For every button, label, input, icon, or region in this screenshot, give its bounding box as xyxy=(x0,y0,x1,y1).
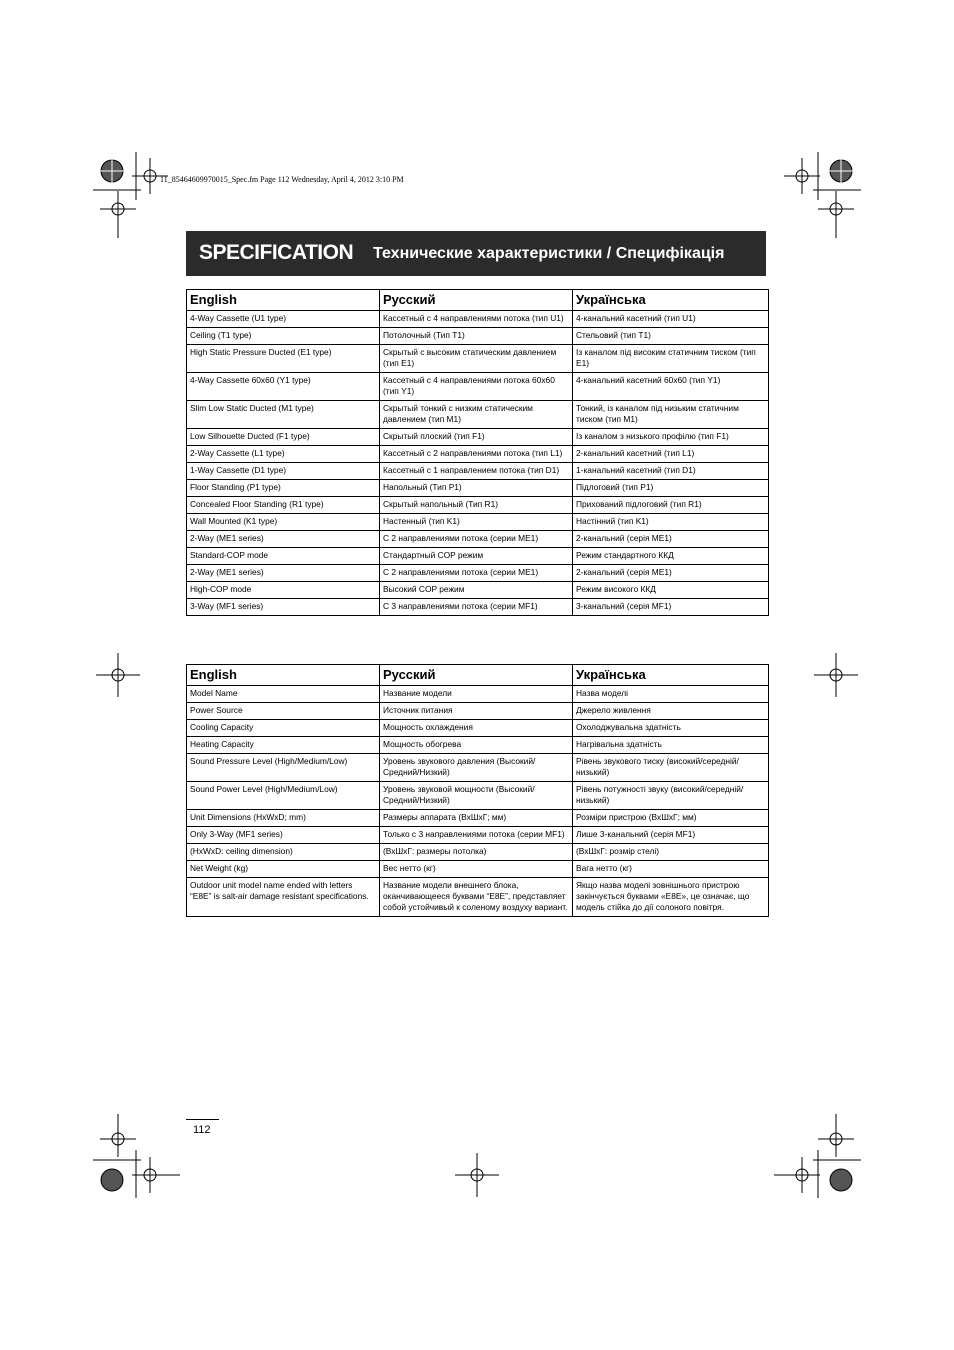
cell-english: 3-Way (MF1 series) xyxy=(187,599,380,616)
table-header-row xyxy=(187,290,769,311)
table-row xyxy=(187,878,769,917)
cell-ukrainian: 3-канальний (серія MF1) xyxy=(573,599,769,616)
cell-english: Floor Standing (P1 type) xyxy=(187,480,380,497)
cell-english: Low Silhouette Ducted (F1 type) xyxy=(187,429,380,446)
column-header-russian: Русский xyxy=(380,290,573,311)
page-number-rule xyxy=(186,1119,219,1120)
column-header-english: English xyxy=(187,665,380,686)
table-row xyxy=(187,754,769,782)
table-row xyxy=(187,328,769,345)
cell-ukrainian: Настінний (тип K1) xyxy=(573,514,769,531)
cell-english: Heating Capacity xyxy=(187,737,380,754)
cell-ukrainian: 2-канальний (серія ME1) xyxy=(573,531,769,548)
table-row xyxy=(187,345,769,373)
cell-russian: Скрытый плоский (тип F1) xyxy=(380,429,573,446)
cell-russian: Потолочный (Тип T1) xyxy=(380,328,573,345)
table-row xyxy=(187,463,769,480)
cell-russian: Размеры аппарата (ВхШхГ; мм) xyxy=(380,810,573,827)
cell-ukrainian: 4-канальний касетний (тип U1) xyxy=(573,311,769,328)
cell-english: Unit Dimensions (HxWxD; mm) xyxy=(187,810,380,827)
cell-english: Cooling Capacity xyxy=(187,720,380,737)
cell-ukrainian: Лише 3-канальний (серія MF1) xyxy=(573,827,769,844)
cell-ukrainian: Із каналом з низького профілю (тип F1) xyxy=(573,429,769,446)
table-row xyxy=(187,446,769,463)
cell-english: Slim Low Static Ducted (M1 type) xyxy=(187,401,380,429)
cell-russian: Вес нетто (кг) xyxy=(380,861,573,878)
table-row xyxy=(187,599,769,616)
cell-russian: Уровень звуковой мощности (Высокий/ Средний/Низкий) xyxy=(380,782,573,810)
cell-ukrainian: Джерело живлення xyxy=(573,703,769,720)
table-header-row xyxy=(187,665,769,686)
page-title: SPECIFICATION xyxy=(199,241,354,264)
cell-english: High Static Pressure Ducted (E1 type) xyxy=(187,345,380,373)
table-row xyxy=(187,844,769,861)
cell-english: Sound Pressure Level (High/Medium/Low) xyxy=(187,754,380,782)
cell-ukrainian: Режим стандартного ККД xyxy=(573,548,769,565)
cell-english: 2-Way (ME1 series) xyxy=(187,565,380,582)
cell-russian: Мощность охлаждения xyxy=(380,720,573,737)
cell-english: 4-Way Cassette 60x60 (Y1 type) xyxy=(187,373,380,401)
cell-ukrainian: Тонкий, із каналом під низьким статичним тиском (тип M1) xyxy=(573,401,769,429)
table-row xyxy=(187,514,769,531)
cell-english: 1-Way Cassette (D1 type) xyxy=(187,463,380,480)
cell-russian: Высокий COP режим xyxy=(380,582,573,599)
cell-russian: Мощность обогрева xyxy=(380,737,573,754)
cell-russian: Скрытый с высоким статическим давлением (тип E1) xyxy=(380,345,573,373)
table-row xyxy=(187,861,769,878)
cell-ukrainian: 4-канальний касетний 60x60 (тип Y1) xyxy=(573,373,769,401)
column-header-ukrainian: Українська xyxy=(573,290,769,311)
cell-english: 2-Way (ME1 series) xyxy=(187,531,380,548)
cell-ukrainian: 2-канальний (серія ME1) xyxy=(573,565,769,582)
table-row xyxy=(187,582,769,599)
cell-russian: Кассетный с 4 направлениями потока (тип U1) xyxy=(380,311,573,328)
cell-english: Only 3-Way (MF1 series) xyxy=(187,827,380,844)
cell-ukrainian: Прихований підлоговий (тип R1) xyxy=(573,497,769,514)
table-row xyxy=(187,531,769,548)
cell-russian: С 3 направлениями потока (серии MF1) xyxy=(380,599,573,616)
cell-english: Net Weight (kg) xyxy=(187,861,380,878)
page-number: 112 xyxy=(193,1124,211,1136)
cell-russian: С 2 направлениями потока (серии ME1) xyxy=(380,531,573,548)
table-row xyxy=(187,497,769,514)
cell-english: Power Source xyxy=(187,703,380,720)
cell-ukrainian: Вага нетто (кг) xyxy=(573,861,769,878)
table-row xyxy=(187,565,769,582)
cell-russian: Настенный (тип K1) xyxy=(380,514,573,531)
cell-english: Concealed Floor Standing (R1 type) xyxy=(187,497,380,514)
table-row xyxy=(187,827,769,844)
table-row xyxy=(187,548,769,565)
cell-english: (HxWxD: ceiling dimension) xyxy=(187,844,380,861)
column-header-russian: Русский xyxy=(380,665,573,686)
cell-ukrainian: 2-канальний касетний (тип L1) xyxy=(573,446,769,463)
table-row xyxy=(187,720,769,737)
terms-table-1 xyxy=(186,289,769,616)
cell-ukrainian: Підлоговий (тип P1) xyxy=(573,480,769,497)
cell-russian: Уровень звукового давления (Высокий/ Средний/Низкий) xyxy=(380,754,573,782)
table-row xyxy=(187,311,769,328)
table-row xyxy=(187,737,769,754)
table-row xyxy=(187,373,769,401)
cell-ukrainian: Розміри пристрою (ВхШхГ; мм) xyxy=(573,810,769,827)
cell-russian: Только с 3 направлениями потока (серии MF1) xyxy=(380,827,573,844)
cell-english: Sound Power Level (High/Medium/Low) xyxy=(187,782,380,810)
cell-russian: (ВхШхГ: размеры потолка) xyxy=(380,844,573,861)
cell-russian: Напольный (Тип P1) xyxy=(380,480,573,497)
cell-english: Model Name xyxy=(187,686,380,703)
cell-russian: Название модели внешнего блока, оканчивающееся буквами “E8E”, представляет собой устойчивый к соленому воздуху вариант. xyxy=(380,878,573,917)
cell-english: Outdoor unit model name ended with letters “E8E” is salt-air damage resistant specifications. xyxy=(187,878,380,917)
cell-russian: Кассетный с 1 направлением потока (тип D1) xyxy=(380,463,573,480)
cell-english: High-COP mode xyxy=(187,582,380,599)
cell-russian: С 2 направлениями потока (серии ME1) xyxy=(380,565,573,582)
cell-english: Wall Mounted (K1 type) xyxy=(187,514,380,531)
cell-russian: Название модели xyxy=(380,686,573,703)
cell-ukrainian: (ВхШхГ: розмір стелі) xyxy=(573,844,769,861)
cell-english: Standard-COP mode xyxy=(187,548,380,565)
file-info: 11_85464609970015_Spec.fm Page 112 Wednesday, April 4, 2012 3:10 PM xyxy=(160,175,404,184)
cell-english: 4-Way Cassette (U1 type) xyxy=(187,311,380,328)
table-row xyxy=(187,782,769,810)
cell-russian: Скрытый напольный (Тип R1) xyxy=(380,497,573,514)
cell-russian: Кассетный с 2 направлениями потока (тип L1) xyxy=(380,446,573,463)
cell-ukrainian: Режим високого ККД xyxy=(573,582,769,599)
cell-ukrainian: Охолоджувальна здатність xyxy=(573,720,769,737)
column-header-ukrainian: Українська xyxy=(573,665,769,686)
page-subtitle: Технические характеристики / Специфікація xyxy=(373,245,725,262)
cell-english: 2-Way Cassette (L1 type) xyxy=(187,446,380,463)
cell-ukrainian: Стельовий (тип T1) xyxy=(573,328,769,345)
table-row xyxy=(187,429,769,446)
table-row xyxy=(187,401,769,429)
cell-ukrainian: Якщо назва моделі зовнішнього пристрою закінчується буквами «E8E», це означає, що модель стійка до дії солоного повітря. xyxy=(573,878,769,917)
column-header-english: English xyxy=(187,290,380,311)
cell-ukrainian: Нагрівальна здатність xyxy=(573,737,769,754)
table-row xyxy=(187,686,769,703)
cell-ukrainian: Рівень потужності звуку (високий/середній/ низький) xyxy=(573,782,769,810)
table-row xyxy=(187,810,769,827)
terms-table-2 xyxy=(186,664,769,917)
cell-ukrainian: Назва моделі xyxy=(573,686,769,703)
cell-ukrainian: Із каналом під високим статичним тиском (тип E1) xyxy=(573,345,769,373)
cell-ukrainian: Рівень звукового тиску (високий/середній/ низький) xyxy=(573,754,769,782)
cell-english: Ceiling (T1 type) xyxy=(187,328,380,345)
table-row xyxy=(187,480,769,497)
cell-russian: Источник питания xyxy=(380,703,573,720)
cell-russian: Кассетный с 4 направлениями потока 60x60 (тип Y1) xyxy=(380,373,573,401)
cell-russian: Скрытый тонкий с низким статическим давлением (тип M1) xyxy=(380,401,573,429)
section-banner xyxy=(186,231,766,276)
cell-ukrainian: 1-канальний касетний (тип D1) xyxy=(573,463,769,480)
cell-russian: Стандартный COP режим xyxy=(380,548,573,565)
table-row xyxy=(187,703,769,720)
